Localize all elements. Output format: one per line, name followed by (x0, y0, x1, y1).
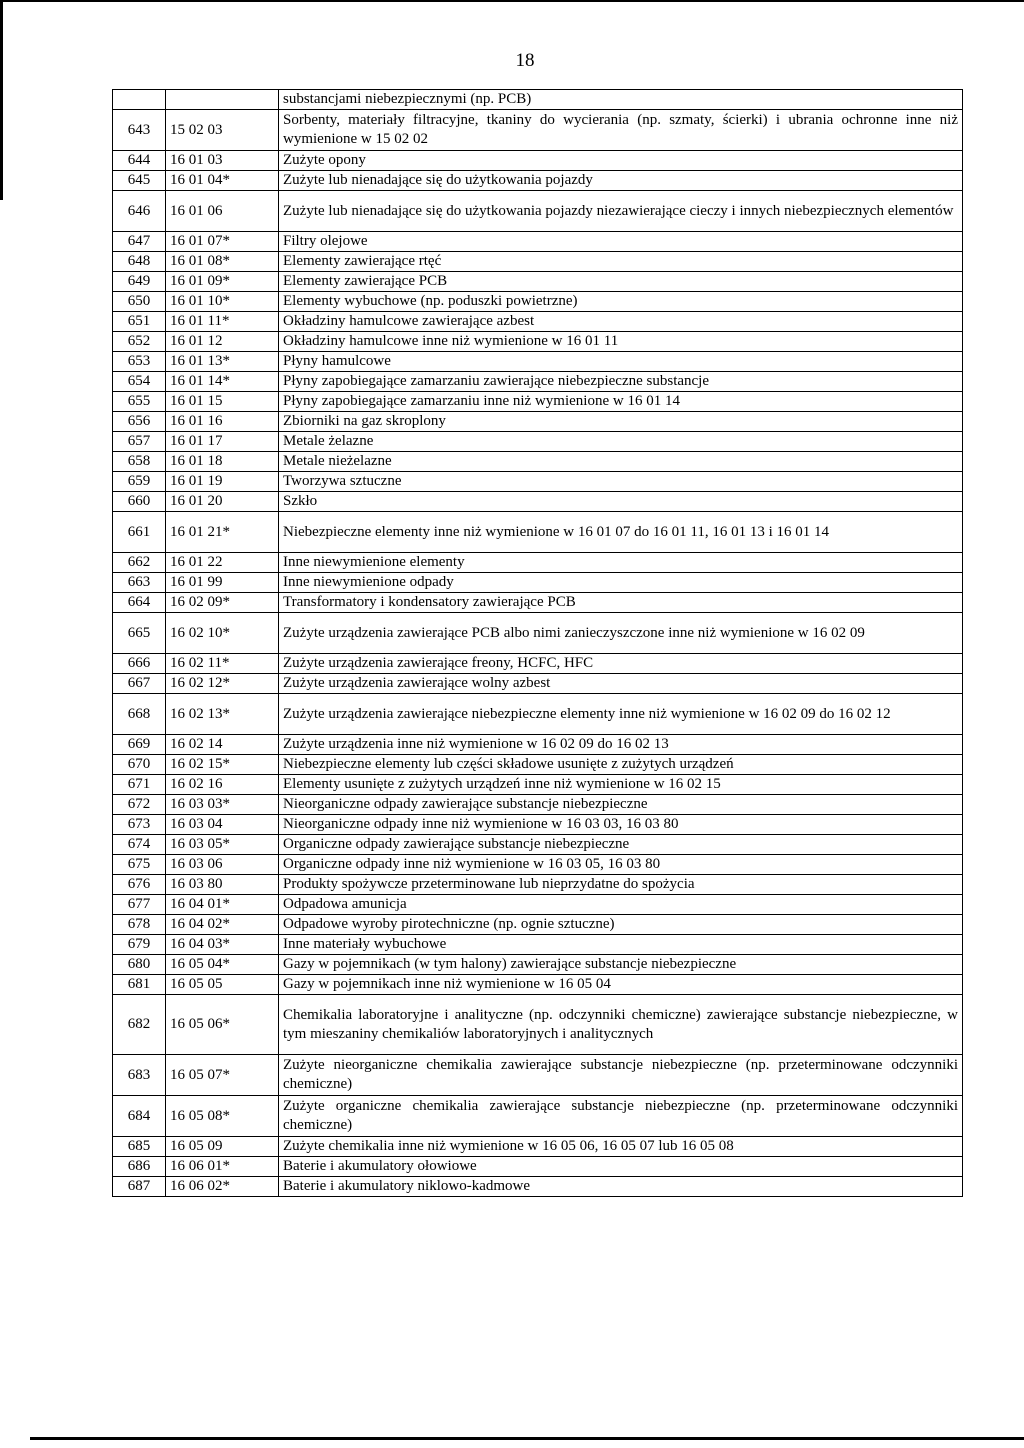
row-number: 651 (113, 312, 166, 332)
waste-description: Metale żelazne (279, 432, 963, 452)
table-row (113, 553, 963, 573)
row-number: 667 (113, 674, 166, 694)
waste-code: 16 01 11* (166, 312, 279, 332)
table-row (113, 955, 963, 975)
row-number: 648 (113, 252, 166, 272)
row-number: 645 (113, 171, 166, 191)
table-row (113, 332, 963, 352)
table-row (113, 915, 963, 935)
table-row (113, 492, 963, 512)
waste-description: Odpadowa amunicja (279, 895, 963, 915)
waste-description: Tworzywa sztuczne (279, 472, 963, 492)
scan-edge-bottom (30, 1437, 1024, 1440)
row-number: 649 (113, 272, 166, 292)
waste-description: Zużyte urządzenia zawierające PCB albo nimi zanieczyszczone inne niż wymienione w 16 02 09 (279, 613, 963, 654)
table-row (113, 512, 963, 553)
table-row (113, 674, 963, 694)
row-number: 666 (113, 654, 166, 674)
waste-description: Gazy w pojemnikach (w tym halony) zawierające substancje niebezpieczne (279, 955, 963, 975)
waste-description: Zużyte nieorganiczne chemikalia zawierające substancje niebezpieczne (np. przeterminowane odczynniki chemiczne) (279, 1055, 963, 1096)
table-row (113, 935, 963, 955)
row-number (113, 90, 166, 110)
row-number: 685 (113, 1137, 166, 1157)
waste-description: Okładziny hamulcowe inne niż wymienione w 16 01 11 (279, 332, 963, 352)
table-row (113, 432, 963, 452)
waste-code: 16 03 04 (166, 815, 279, 835)
row-number: 684 (113, 1096, 166, 1137)
table-row (113, 352, 963, 372)
row-number: 661 (113, 512, 166, 553)
waste-code: 16 06 01* (166, 1157, 279, 1177)
table-row (113, 232, 963, 252)
waste-description: Zużyte urządzenia zawierające wolny azbest (279, 674, 963, 694)
row-number: 672 (113, 795, 166, 815)
waste-description: Organiczne odpady zawierające substancje niebezpieczne (279, 835, 963, 855)
table-row (113, 775, 963, 795)
waste-description: Filtry olejowe (279, 232, 963, 252)
row-number: 660 (113, 492, 166, 512)
waste-code: 16 01 12 (166, 332, 279, 352)
row-number: 663 (113, 573, 166, 593)
row-number: 655 (113, 392, 166, 412)
waste-description: Nieorganiczne odpady inne niż wymienione w 16 03 03, 16 03 80 (279, 815, 963, 835)
table-row (113, 593, 963, 613)
waste-code: 16 03 05* (166, 835, 279, 855)
waste-code: 16 01 07* (166, 232, 279, 252)
row-number: 686 (113, 1157, 166, 1177)
row-number: 652 (113, 332, 166, 352)
waste-code: 16 05 04* (166, 955, 279, 975)
row-number: 656 (113, 412, 166, 432)
table-row (113, 573, 963, 593)
waste-code: 16 01 16 (166, 412, 279, 432)
waste-description: Zużyte urządzenia inne niż wymienione w 16 02 09 do 16 02 13 (279, 735, 963, 755)
waste-code: 16 05 06* (166, 995, 279, 1055)
table-row (113, 412, 963, 432)
waste-catalog-table (112, 89, 963, 1197)
table-row (113, 654, 963, 674)
table-row (113, 151, 963, 171)
waste-code: 16 02 11* (166, 654, 279, 674)
waste-code: 16 01 15 (166, 392, 279, 412)
table-row (113, 755, 963, 775)
row-number: 650 (113, 292, 166, 312)
row-number: 659 (113, 472, 166, 492)
row-number: 677 (113, 895, 166, 915)
waste-code: 16 01 03 (166, 151, 279, 171)
waste-description: Zużyte organiczne chemikalia zawierające substancje niebezpieczne (np. przeterminowane odczynniki chemiczne) (279, 1096, 963, 1137)
waste-description: Elementy zawierające PCB (279, 272, 963, 292)
waste-description: Inne niewymienione elementy (279, 553, 963, 573)
waste-description: Zbiorniki na gaz skroplony (279, 412, 963, 432)
table-row (113, 735, 963, 755)
table-row (113, 975, 963, 995)
table-row (113, 372, 963, 392)
waste-description: Zużyte lub nienadające się do użytkowania pojazdy niezawierające cieczy i innych niebezpiecznych elementów (279, 191, 963, 232)
table-row (113, 171, 963, 191)
waste-code: 16 02 10* (166, 613, 279, 654)
waste-description: Zużyte chemikalia inne niż wymienione w 16 05 06, 16 05 07 lub 16 05 08 (279, 1137, 963, 1157)
waste-description: Inne niewymienione odpady (279, 573, 963, 593)
row-number: 647 (113, 232, 166, 252)
waste-description: Zużyte lub nienadające się do użytkowania pojazdy (279, 171, 963, 191)
waste-description: Płyny hamulcowe (279, 352, 963, 372)
waste-description: Nieorganiczne odpady zawierające substancje niebezpieczne (279, 795, 963, 815)
waste-code: 16 01 14* (166, 372, 279, 392)
waste-description: Gazy w pojemnikach inne niż wymienione w 16 05 04 (279, 975, 963, 995)
row-number: 665 (113, 613, 166, 654)
waste-description: Metale nieżelazne (279, 452, 963, 472)
table-row (113, 895, 963, 915)
row-number: 664 (113, 593, 166, 613)
row-number: 658 (113, 452, 166, 472)
waste-code: 16 05 05 (166, 975, 279, 995)
table-row (113, 1137, 963, 1157)
scan-edge-top (0, 0, 1024, 2)
waste-code: 16 01 10* (166, 292, 279, 312)
table-row (113, 613, 963, 654)
waste-code: 15 02 03 (166, 110, 279, 151)
waste-code: 16 03 06 (166, 855, 279, 875)
waste-code: 16 01 04* (166, 171, 279, 191)
row-number: 683 (113, 1055, 166, 1096)
table-row (113, 835, 963, 855)
waste-description: Sorbenty, materiały filtracyjne, tkaniny do wycierania (np. szmaty, ścierki) i ubrania ochronne inne niż wymienione w 15 02 02 (279, 110, 963, 151)
row-number: 678 (113, 915, 166, 935)
table-row (113, 452, 963, 472)
waste-description: Odpadowe wyroby pirotechniczne (np. ognie sztuczne) (279, 915, 963, 935)
waste-code: 16 05 07* (166, 1055, 279, 1096)
waste-code: 16 01 17 (166, 432, 279, 452)
waste-description: Zużyte urządzenia zawierające freony, HCFC, HFC (279, 654, 963, 674)
table-row (113, 855, 963, 875)
row-number: 646 (113, 191, 166, 232)
waste-code: 16 05 09 (166, 1137, 279, 1157)
waste-code: 16 01 20 (166, 492, 279, 512)
table-row (113, 472, 963, 492)
waste-code: 16 01 22 (166, 553, 279, 573)
waste-code: 16 02 15* (166, 755, 279, 775)
waste-code: 16 04 03* (166, 935, 279, 955)
waste-description: Niebezpieczne elementy inne niż wymienione w 16 01 07 do 16 01 11, 16 01 13 i 16 01 14 (279, 512, 963, 553)
row-number: 644 (113, 151, 166, 171)
row-number: 671 (113, 775, 166, 795)
table-row (113, 392, 963, 412)
table-row (113, 90, 963, 110)
waste-description: Okładziny hamulcowe zawierające azbest (279, 312, 963, 332)
waste-description: Baterie i akumulatory niklowo-kadmowe (279, 1177, 963, 1197)
waste-code: 16 05 08* (166, 1096, 279, 1137)
scan-edge-left (0, 0, 3, 200)
waste-description: Płyny zapobiegające zamarzaniu inne niż wymienione w 16 01 14 (279, 392, 963, 412)
waste-description: Zużyte urządzenia zawierające niebezpieczne elementy inne niż wymienione w 16 02 09 do 16 02 12 (279, 694, 963, 735)
row-number: 662 (113, 553, 166, 573)
waste-description: Płyny zapobiegające zamarzaniu zawierające niebezpieczne substancje (279, 372, 963, 392)
table-row (113, 1096, 963, 1137)
table-row (113, 252, 963, 272)
table-row (113, 694, 963, 735)
row-number: 676 (113, 875, 166, 895)
waste-code: 16 04 02* (166, 915, 279, 935)
row-number: 682 (113, 995, 166, 1055)
waste-code: 16 01 06 (166, 191, 279, 232)
waste-description: Organiczne odpady inne niż wymienione w 16 03 05, 16 03 80 (279, 855, 963, 875)
table-row (113, 1055, 963, 1096)
waste-description: Szkło (279, 492, 963, 512)
row-number: 675 (113, 855, 166, 875)
waste-description: Baterie i akumulatory ołowiowe (279, 1157, 963, 1177)
row-number: 668 (113, 694, 166, 735)
table-row (113, 1177, 963, 1197)
table-row (113, 875, 963, 895)
row-number: 657 (113, 432, 166, 452)
waste-code: 16 01 19 (166, 472, 279, 492)
row-number: 653 (113, 352, 166, 372)
table-row (113, 795, 963, 815)
waste-code: 16 04 01* (166, 895, 279, 915)
waste-catalog-body (113, 90, 963, 1197)
row-number: 654 (113, 372, 166, 392)
waste-code: 16 01 21* (166, 512, 279, 553)
table-row (113, 110, 963, 151)
waste-description: Chemikalia laboratoryjne i analityczne (np. odczynniki chemiczne) zawierające substancje niebezpieczne, w tym mieszaniny chemikaliów laboratoryjnych i analitycznych (279, 995, 963, 1055)
table-row (113, 292, 963, 312)
waste-code: 16 02 14 (166, 735, 279, 755)
waste-code: 16 01 09* (166, 272, 279, 292)
row-number: 681 (113, 975, 166, 995)
waste-code: 16 01 18 (166, 452, 279, 472)
row-number: 674 (113, 835, 166, 855)
waste-description: Inne materiały wybuchowe (279, 935, 963, 955)
table-row (113, 995, 963, 1055)
waste-description: Elementy usunięte z zużytych urządzeń inne niż wymienione w 16 02 15 (279, 775, 963, 795)
waste-code: 16 03 03* (166, 795, 279, 815)
table-row (113, 815, 963, 835)
waste-description: Niebezpieczne elementy lub części składowe usunięte z zużytych urządzeń (279, 755, 963, 775)
waste-code (166, 90, 279, 110)
table-row (113, 272, 963, 292)
waste-description: Elementy wybuchowe (np. poduszki powietrzne) (279, 292, 963, 312)
row-number: 669 (113, 735, 166, 755)
row-number: 679 (113, 935, 166, 955)
table-row (113, 312, 963, 332)
row-number: 680 (113, 955, 166, 975)
waste-code: 16 06 02* (166, 1177, 279, 1197)
waste-code: 16 02 09* (166, 593, 279, 613)
waste-description: Zużyte opony (279, 151, 963, 171)
waste-code: 16 02 13* (166, 694, 279, 735)
waste-description: substancjami niebezpiecznymi (np. PCB) (279, 90, 963, 110)
waste-description: Elementy zawierające rtęć (279, 252, 963, 272)
waste-code: 16 03 80 (166, 875, 279, 895)
table-row (113, 191, 963, 232)
waste-description: Transformatory i kondensatory zawierające PCB (279, 593, 963, 613)
waste-code: 16 01 13* (166, 352, 279, 372)
waste-code: 16 02 16 (166, 775, 279, 795)
row-number: 673 (113, 815, 166, 835)
waste-code: 16 01 99 (166, 573, 279, 593)
table-row (113, 1157, 963, 1177)
waste-code: 16 02 12* (166, 674, 279, 694)
row-number: 643 (113, 110, 166, 151)
waste-code: 16 01 08* (166, 252, 279, 272)
row-number: 687 (113, 1177, 166, 1197)
waste-description: Produkty spożywcze przeterminowane lub nieprzydatne do spożycia (279, 875, 963, 895)
page-number: 18 (515, 50, 535, 71)
row-number: 670 (113, 755, 166, 775)
